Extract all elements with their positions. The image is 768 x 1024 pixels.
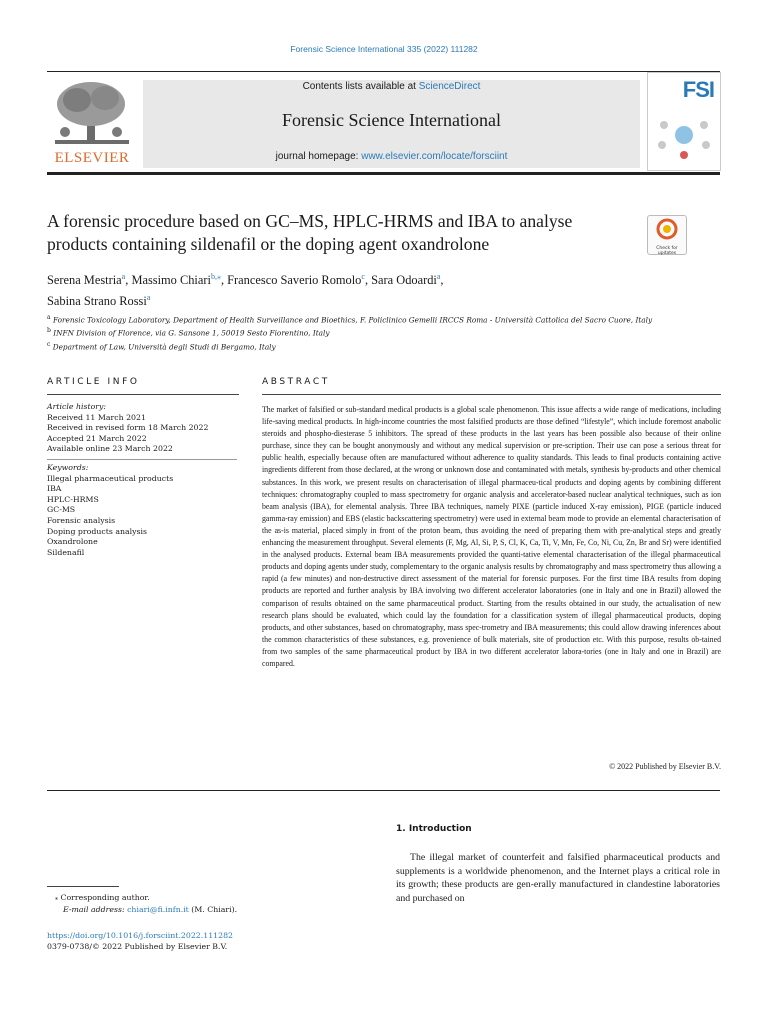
keyword: Doping products analysis [47, 526, 148, 536]
introduction-text: The illegal market of counterfeit and falsified pharmaceutical products and supplements is a worldwide phenomenon, and the Internet plays a critical role in its growth; these products are gen-erally manufactured in clandestine laboratories and purchased on [396, 852, 720, 904]
affiliation: $^c$ Department of Law, Università degli Studi di Bergamo, Italy [47, 340, 276, 352]
email-link[interactable]: chiari@fi.infn.it [127, 905, 189, 914]
header-divider [47, 172, 720, 175]
article-info-heading: ARTICLE INFO [47, 377, 140, 387]
front-matter-divider [47, 790, 720, 791]
corresponding-author-note: ⁎ Corresponding author. [55, 893, 150, 902]
keywords-label: Keywords: [47, 462, 89, 472]
keyword: Forensic analysis [47, 515, 116, 525]
keyword: Illegal pharmaceutical products [47, 473, 174, 483]
abstract-text: The market of falsified or sub-standard medical products is a global scale phenomenon. This issue affects a wide range of medications, including life-saving medical products. In high-income countries the most falsified products are those defined “lifestyle”, which include foremost anabolic steroids and phospho-diesterase 5 inhibitors. The spread of these products in the last years has been possible also because of their online purchase, since they can be bought anonymously and without any medical supervision or pre-scription. Their use can pose a serious threat for public health, especially because often are manufactured without adherence to quality standards. This leads to final products containing active ingredients different from those declared, at the wrong or unknown dose and contaminated with metals, synthesis by-products and other chemical substances. In this work, we present results on characterisation of illegal pharmaceu-tical products and doping agents by combining different techniques: chromatography coupled to mass spectrometry for organic analysis and accelerator-based nuclear analytical techniques, such as ion beam analysis (IBA), for elemental analysis. Three IBA techniques, namely PIXE (particle induced X-ray emission), PIGE (particle induced gamma-ray emission) and EBS (elastic backscattering spectrometry) were used in external beam mode to provide an elemental characterisation of the as-is material, placed simply in front of the proton beam, thus avoiding the need of preparing them with pre-analytical steps and greatly enhancing the measurement throughput. Several elements (F, Mg, Al, Si, P, S, Cl, K, Ca, Ti, V, Mn, Fe, Co, Ni, Cu, Zn, Br and Sr) were identified in the analysed products. External beam IBA measurements provided the quanti-tative elemental characterisation of the illegal pharmaceutical products and doping agents under study, complementary to the organic analysis results by chromatography and mass spectrometry thus allowing a rapid (a few minutes) and non-destructive direct assessment of the material for forensic purposes. For the first time IBA results from doping products are reported and further analysis by IBA involving two different accelerator laboratories (one in Italy and one in Brazil) allowed the comparison of results obtained on the same pharmaceutical product. Starting from the results obtained in our study, the actualisation of new research plans should be evaluated, which could lay the foundation for a classification system of illegal pharmaceutical products, doping products, and other substances, based on chromatography, mass spec-trometry and IBA measurements; this could allow drawing inferences about the common characteristics of these substances, e.g. provenience of bulk materials, site of production etc. With this purpose, results ob-tained from two samples of the same pharmaceutical product by IBA in two different accelerator labora-tories (one in Italy and one in Brazil) are compared. [262, 405, 721, 668]
homepage-link[interactable]: www.elsevier.com/locate/forsciint [361, 151, 508, 162]
keyword: Sildenafil [47, 547, 85, 557]
check-label-1: Check for [656, 246, 678, 251]
article-info [47, 402, 237, 558]
author-list: Serena Mestria$^a$, Massimo Chiari$^{b,⁎}$, Francesco Saverio Romolo$^c$, Sara Odoardi$^a$, Sabina Strano Rossi$^a$ [47, 272, 444, 309]
contents-line [143, 81, 640, 92]
author[interactable]: Massimo Chiari$^{b,⁎}$ [131, 272, 221, 288]
article-title-line-2: products containing sildenafil or the doping agent oxandrolone [47, 234, 490, 254]
footnote-divider [47, 886, 119, 887]
history-item: Available online 23 March 2022 [47, 444, 173, 454]
author[interactable]: Serena Mestria$^a$ [47, 272, 126, 288]
abstract-copyright: © 2022 Published by Elsevier B.V. [609, 762, 721, 771]
keywords-divider [47, 459, 237, 460]
article-title-line-1: A forensic procedure based on GC–MS, HPLC-HRMS and IBA to analyse [47, 211, 573, 231]
homepage-prefix: journal homepage: [275, 151, 362, 162]
author[interactable]: Sabina Strano Rossi$^a$ [47, 293, 151, 309]
article-title [47, 210, 637, 256]
history-item: Received in revised form 18 March 2022 [47, 423, 209, 433]
doi-block [47, 930, 347, 952]
sciencedirect-link[interactable]: ScienceDirect [418, 81, 481, 92]
affiliation: $^a$ Forensic Toxicology Laboratory, Department of Health Surveillance and Bioethics, F. Policlinico Gemelli IRCCS Roma - Università Cattolica del Sacro Cuore, Italy [47, 314, 653, 325]
issn-line: 0379-0738/© 2022 Published by Elsevier B.V. [47, 942, 228, 951]
keyword: HPLC-HRMS [47, 494, 99, 504]
keyword: GC-MS [47, 505, 76, 515]
doi-link[interactable]: https://doi.org/10.1016/j.forsciint.2022.111282 [47, 931, 234, 940]
journal-cover-thumbnail[interactable] [647, 72, 721, 171]
elsevier-wordmark: ELSEVIER [54, 150, 130, 166]
article-info-divider [47, 394, 239, 395]
footnote [47, 892, 347, 915]
author[interactable]: Sara Odoardi$^a$ [371, 272, 441, 288]
top-divider [47, 71, 720, 72]
cover-title: FSI [682, 77, 714, 102]
introduction-heading: 1. Introduction [396, 824, 472, 834]
check-label-2: updates [657, 251, 677, 256]
affiliation: $^b$ INFN Division of Florence, via G. Sansone 1, 50019 Sesto Fiorentino, Italy [47, 327, 330, 338]
history-item: Accepted 21 March 2022 [47, 433, 147, 443]
history-label: Article history: [47, 402, 107, 411]
journal-title: Forensic Science International [282, 110, 501, 130]
author[interactable]: Francesco Saverio Romolo$^c$ [227, 272, 365, 288]
abstract-heading: ABSTRACT [262, 377, 330, 387]
keyword: Oxandrolone [47, 537, 98, 547]
check-for-updates-icon [648, 216, 686, 242]
check-for-updates-badge[interactable] [647, 215, 687, 255]
affiliations [47, 312, 727, 352]
email-line: E-mail address: chiari@fi.infn.it (M. Chiari). [63, 905, 238, 914]
journal-reference[interactable]: Forensic Science International 335 (2022) 111282 [290, 44, 478, 54]
homepage-line [143, 151, 640, 162]
keyword: IBA [47, 484, 62, 494]
history-item: Received 11 March 2021 [47, 412, 146, 422]
abstract-divider [262, 394, 721, 395]
contents-prefix: Contents lists available at [302, 81, 419, 92]
